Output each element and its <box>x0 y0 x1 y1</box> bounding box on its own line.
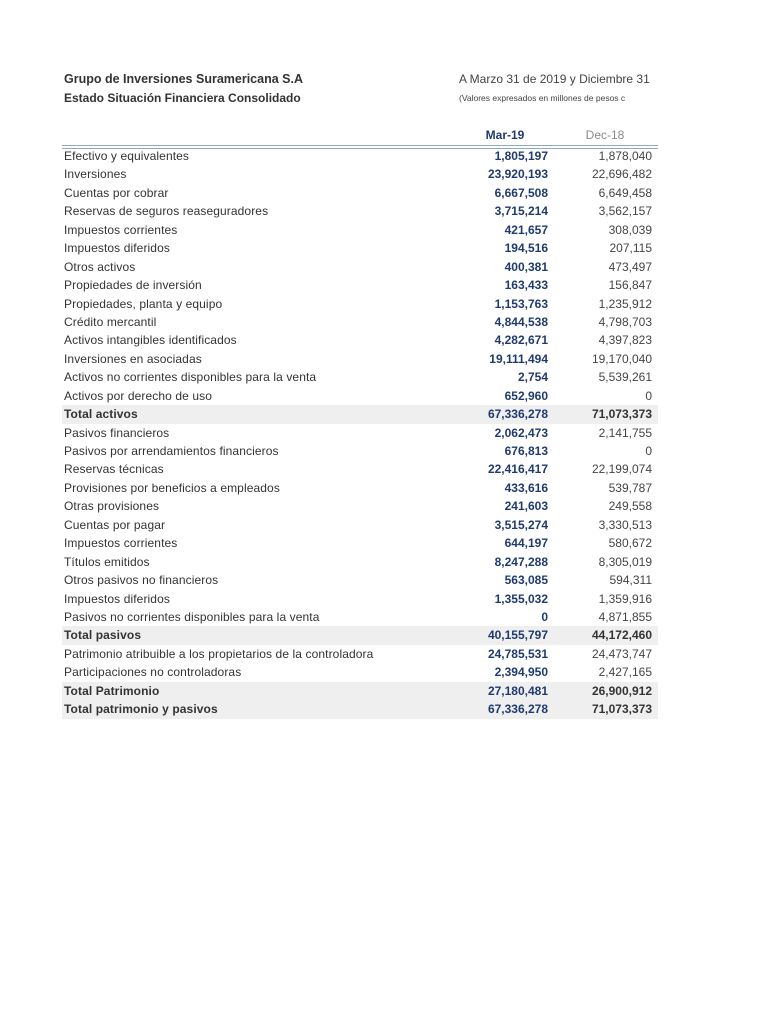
table-row <box>62 442 658 460</box>
value-dec18: 2,141,755 <box>598 425 652 440</box>
row-label: Total patrimonio y pasivos <box>64 702 218 717</box>
row-label: Total activos <box>64 407 138 422</box>
value-dec18: 473,497 <box>608 259 652 274</box>
value-dec18: 6,649,458 <box>598 185 652 200</box>
company-name: Grupo de Inversiones Suramericana S.A <box>64 72 303 86</box>
value-mar19: 6,667,508 <box>494 185 548 200</box>
table-row <box>62 331 658 349</box>
value-mar19: 23,920,193 <box>487 167 548 182</box>
value-mar19: 563,085 <box>504 573 548 588</box>
table-row <box>62 295 658 313</box>
value-mar19: 421,657 <box>504 222 548 237</box>
value-dec18: 156,847 <box>608 278 652 293</box>
row-label: Impuestos diferidos <box>64 241 170 256</box>
header-divider-top <box>62 145 658 146</box>
row-label: Títulos emitidos <box>64 554 150 569</box>
balance-table <box>62 147 658 719</box>
row-label: Total pasivos <box>64 628 142 643</box>
row-label: Reservas técnicas <box>64 462 164 477</box>
period-line <box>459 72 657 86</box>
row-label: Total Patrimonio <box>64 683 160 698</box>
value-dec18: 22,199,074 <box>591 462 652 477</box>
value-mar19: 433,616 <box>504 480 548 495</box>
value-dec18: 3,562,157 <box>598 204 652 219</box>
table-row <box>62 202 658 220</box>
value-mar19: 1,805,197 <box>494 149 548 163</box>
row-label: Otros activos <box>64 259 136 274</box>
value-dec18: 22,696,482 <box>591 167 652 182</box>
value-mar19: 194,516 <box>504 241 548 256</box>
value-dec18: 308,039 <box>608 222 652 237</box>
row-label: Cuentas por cobrar <box>64 185 169 200</box>
value-mar19: 8,247,288 <box>494 554 548 569</box>
value-dec18: 0 <box>645 444 652 458</box>
value-mar19: 24,785,531 <box>487 646 548 661</box>
value-mar19: 241,603 <box>504 499 548 514</box>
table-row <box>62 571 658 589</box>
value-mar19: 27,180,481 <box>487 683 548 698</box>
value-dec18: 249,558 <box>608 499 652 514</box>
row-label: Activos por derecho de uso <box>64 388 213 403</box>
value-mar19: 0 <box>541 609 548 624</box>
table-row <box>62 553 658 571</box>
value-mar19: 676,813 <box>504 444 548 458</box>
table-row <box>62 239 658 257</box>
table-row <box>62 479 658 497</box>
table-row <box>62 497 658 515</box>
value-dec18: 71,073,373 <box>591 702 652 717</box>
row-label: Activos no corrientes disponibles para la venta <box>64 370 317 385</box>
row-label: Provisiones por beneficios a empleados <box>64 480 280 495</box>
table-row <box>62 276 658 294</box>
value-dec18: 26,900,912 <box>591 683 652 698</box>
row-label: Impuestos corrientes <box>64 536 178 551</box>
row-label: Participaciones no controladoras <box>64 665 242 680</box>
row-label: Inversiones <box>64 167 127 182</box>
row-label: Inversiones en asociadas <box>64 351 202 366</box>
table-row <box>62 387 658 405</box>
row-label: Reservas de seguros reaseguradores <box>64 204 269 219</box>
value-dec18: 44,172,460 <box>591 628 652 643</box>
value-mar19: 2,754 <box>517 370 548 385</box>
total-row <box>62 626 658 644</box>
value-dec18: 4,397,823 <box>598 333 652 348</box>
value-dec18: 207,115 <box>609 241 652 256</box>
table-row <box>62 165 658 183</box>
value-dec18: 1,235,912 <box>598 296 652 311</box>
period-text: A Marzo 31 de 2019 y Diciembre 31 <box>459 72 650 86</box>
row-label: Propiedades de inversión <box>64 278 202 293</box>
row-label: Pasivos por arrendamientos financieros <box>64 444 279 458</box>
row-label: Otros pasivos no financieros <box>64 573 219 588</box>
value-mar19: 1,355,032 <box>494 591 548 606</box>
value-mar19: 40,155,797 <box>487 628 548 643</box>
row-label: Crédito mercantil <box>64 314 157 329</box>
table-row <box>62 184 658 202</box>
value-dec18: 5,539,261 <box>598 370 652 385</box>
value-mar19: 67,336,278 <box>487 407 548 422</box>
table-row <box>62 147 658 165</box>
row-label: Propiedades, planta y equipo <box>64 296 223 311</box>
value-dec18: 0 <box>645 388 652 403</box>
table-row <box>62 608 658 626</box>
units-note <box>459 93 657 103</box>
row-label: Activos intangibles identificados <box>64 333 237 348</box>
column-header-current: Mar-19 <box>485 128 525 142</box>
value-dec18: 594,311 <box>609 573 652 588</box>
total-row <box>62 682 658 700</box>
value-mar19: 22,416,417 <box>487 462 548 477</box>
value-dec18: 8,305,019 <box>598 554 652 569</box>
value-dec18: 1,878,040 <box>598 149 652 163</box>
column-header-previous: Dec-18 <box>585 128 625 142</box>
total-row <box>62 700 658 718</box>
table-row <box>62 221 658 239</box>
value-dec18: 1,359,916 <box>598 591 652 606</box>
table-row <box>62 350 658 368</box>
table-row <box>62 645 658 663</box>
table-row <box>62 516 658 534</box>
row-label: Pasivos financieros <box>64 425 170 440</box>
statement-title: Estado Situación Financiera Consolidado <box>64 91 301 105</box>
row-label: Efectivo y equivalentes <box>64 149 190 163</box>
row-label: Otras provisiones <box>64 499 160 514</box>
table-row <box>62 368 658 386</box>
value-dec18: 539,787 <box>608 480 652 495</box>
table-row <box>62 313 658 331</box>
value-mar19: 19,111,494 <box>489 351 548 366</box>
units-text: (Valores expresados en millones de pesos c <box>459 93 626 103</box>
table-row <box>62 534 658 552</box>
table-row <box>62 460 658 478</box>
table-row <box>62 258 658 276</box>
value-mar19: 400,381 <box>504 259 548 274</box>
row-label: Patrimonio atribuible a los propietarios de la controladora <box>64 646 374 661</box>
value-dec18: 3,330,513 <box>598 517 652 532</box>
value-dec18: 2,427,165 <box>598 665 652 680</box>
value-mar19: 67,336,278 <box>487 702 548 717</box>
value-mar19: 4,282,671 <box>494 333 548 348</box>
value-mar19: 2,062,473 <box>494 425 548 440</box>
table-row <box>62 424 658 442</box>
value-mar19: 1,153,763 <box>494 296 548 311</box>
value-mar19: 3,715,214 <box>494 204 548 219</box>
value-dec18: 580,672 <box>608 536 652 551</box>
value-mar19: 652,960 <box>504 388 548 403</box>
value-dec18: 24,473,747 <box>591 646 652 661</box>
value-mar19: 163,433 <box>504 278 548 293</box>
row-label: Impuestos diferidos <box>64 591 170 606</box>
row-label: Cuentas por pagar <box>64 517 166 532</box>
row-label: Impuestos corrientes <box>64 222 178 237</box>
total-row <box>62 405 658 423</box>
table-row <box>62 590 658 608</box>
value-dec18: 4,871,855 <box>598 609 652 624</box>
value-mar19: 3,515,274 <box>494 517 548 532</box>
value-dec18: 4,798,703 <box>598 314 652 329</box>
value-mar19: 4,844,538 <box>494 314 548 329</box>
value-dec18: 71,073,373 <box>591 407 652 422</box>
value-mar19: 2,394,950 <box>494 665 548 680</box>
row-label: Pasivos no corrientes disponibles para la venta <box>64 609 320 624</box>
value-mar19: 644,197 <box>504 536 548 551</box>
value-dec18: 19,170,040 <box>591 351 652 366</box>
table-row <box>62 663 658 681</box>
